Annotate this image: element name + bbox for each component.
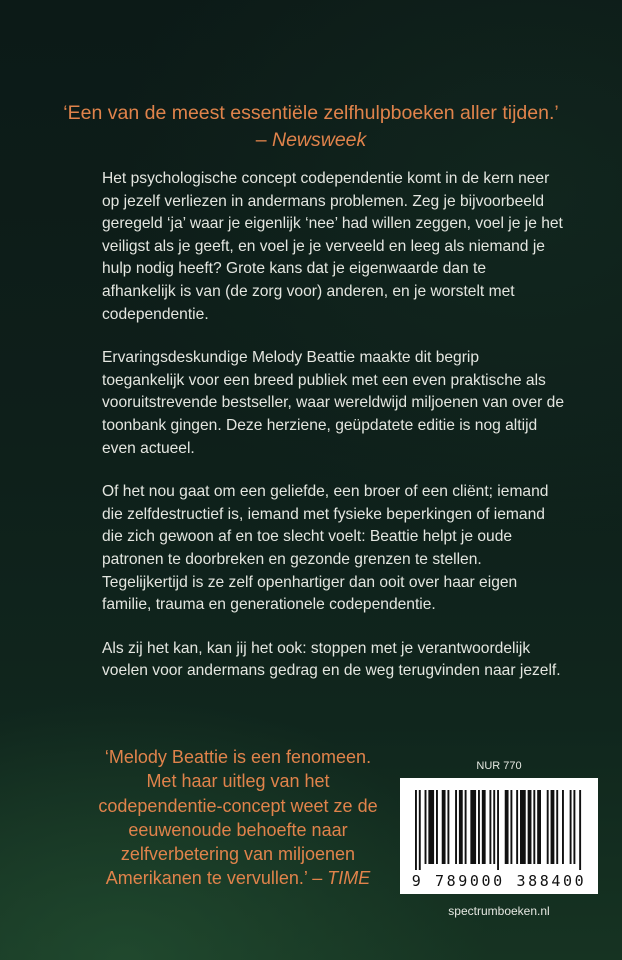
barcode [400, 778, 598, 894]
barcode-bar [528, 790, 532, 864]
barcode-bar [510, 790, 512, 864]
bottom-review-quote [92, 745, 384, 891]
barcode-bar [459, 790, 463, 864]
barcode-bar [478, 790, 480, 864]
barcode-bar [520, 790, 526, 864]
barcode-bar [455, 790, 457, 864]
top-quote-text: ‘Een van de meest essentiële zelfhulpboeken aller tijden.’ – [63, 102, 559, 151]
barcode-bar [497, 790, 499, 870]
barcode-bar [579, 790, 581, 870]
bottom-quote-source: TIME [327, 868, 371, 889]
blurb-paragraph: Of het nou gaat om een geliefde, een broer of een cliënt; iemand die zelfdestructief is, iemand met fysieke beperkingen of iemand die zich gewoon af en toe slecht voelt: Beattie helpt je oude patronen te doorbreken en gezonde grenzen te stellen. Tegelijkertijd is ze zelf openhartiger dan ooit over haar eigen familie, trauma en generationele codependentie. [102, 483, 549, 614]
barcode-bar [516, 790, 518, 864]
barcode-bar [447, 790, 449, 864]
barcode-bar [415, 790, 417, 870]
barcode-bar [537, 790, 541, 864]
barcode-bar [470, 790, 476, 864]
top-quote-source: Newsweek [271, 129, 367, 151]
barcode-bar [505, 790, 509, 864]
barcode-bar [436, 790, 438, 864]
barcode-bar [465, 790, 467, 864]
barcode-bar [425, 790, 427, 864]
bottom-quote-text: ‘Melody Beattie is een fenomeen. Met haar uitleg van het codependentie-concept weet ze de eeuwenoude behoefte naar zelfverbetering van miljoenen Amerikanen te vervullen.’ – [98, 747, 378, 889]
barcode-bar [428, 790, 434, 864]
barcode-bars [415, 790, 583, 870]
blurb-paragraph: Als zij het kan, kan jij het ook: stoppen met je verantwoordelijk voelen voor andermans gedrag en de weg terugvinden naar jezelf. [102, 639, 561, 680]
barcode-bar [419, 790, 421, 870]
blurb-paragraph: Het psychologische concept codependentie komt in de kern neer op jezelf verliezen in andermans problemen. Zeg je bijvoorbeeld geregeld ‘ja’ waar je eigenlijk ‘nee’ had willen zeggen, voel je je het veiligst als je geeft, en voel je je verveeld en leeg als niemand je hulp nodig heeft? Grote kans dat je eigenwaarde dan te afhankelijk is van (de zorg voor) anderen, en je worstelt met codependentie. [102, 170, 563, 323]
barcode-bar [551, 790, 555, 864]
top-review-quote [60, 100, 562, 154]
barcode-bar [489, 790, 491, 864]
barcode-bar [442, 790, 446, 864]
publisher-website: spectrumboeken.nl [448, 904, 550, 918]
barcode-bar [556, 790, 558, 864]
barcode-bar [547, 790, 549, 864]
barcode-bar [533, 790, 535, 864]
barcode-bar [570, 790, 572, 864]
barcode-bar [562, 790, 564, 864]
barcode-bar [482, 790, 486, 864]
barcode-bar [573, 790, 575, 864]
blurb [102, 168, 564, 704]
barcode-bar [493, 790, 495, 864]
nur-code: NUR 770 [476, 760, 522, 772]
blurb-paragraph: Ervaringsdeskundige Melody Beattie maakte dit begrip toegankelijk voor een breed publiek met een even praktische als vooruitstrevende bestseller, waar wereldwijd miljoenen van over de toonbank gingen. Deze herziene, geüpdatete editie is nog altijd even actueel. [102, 349, 564, 457]
isbn-number: 9 789000 388400 [411, 872, 587, 890]
